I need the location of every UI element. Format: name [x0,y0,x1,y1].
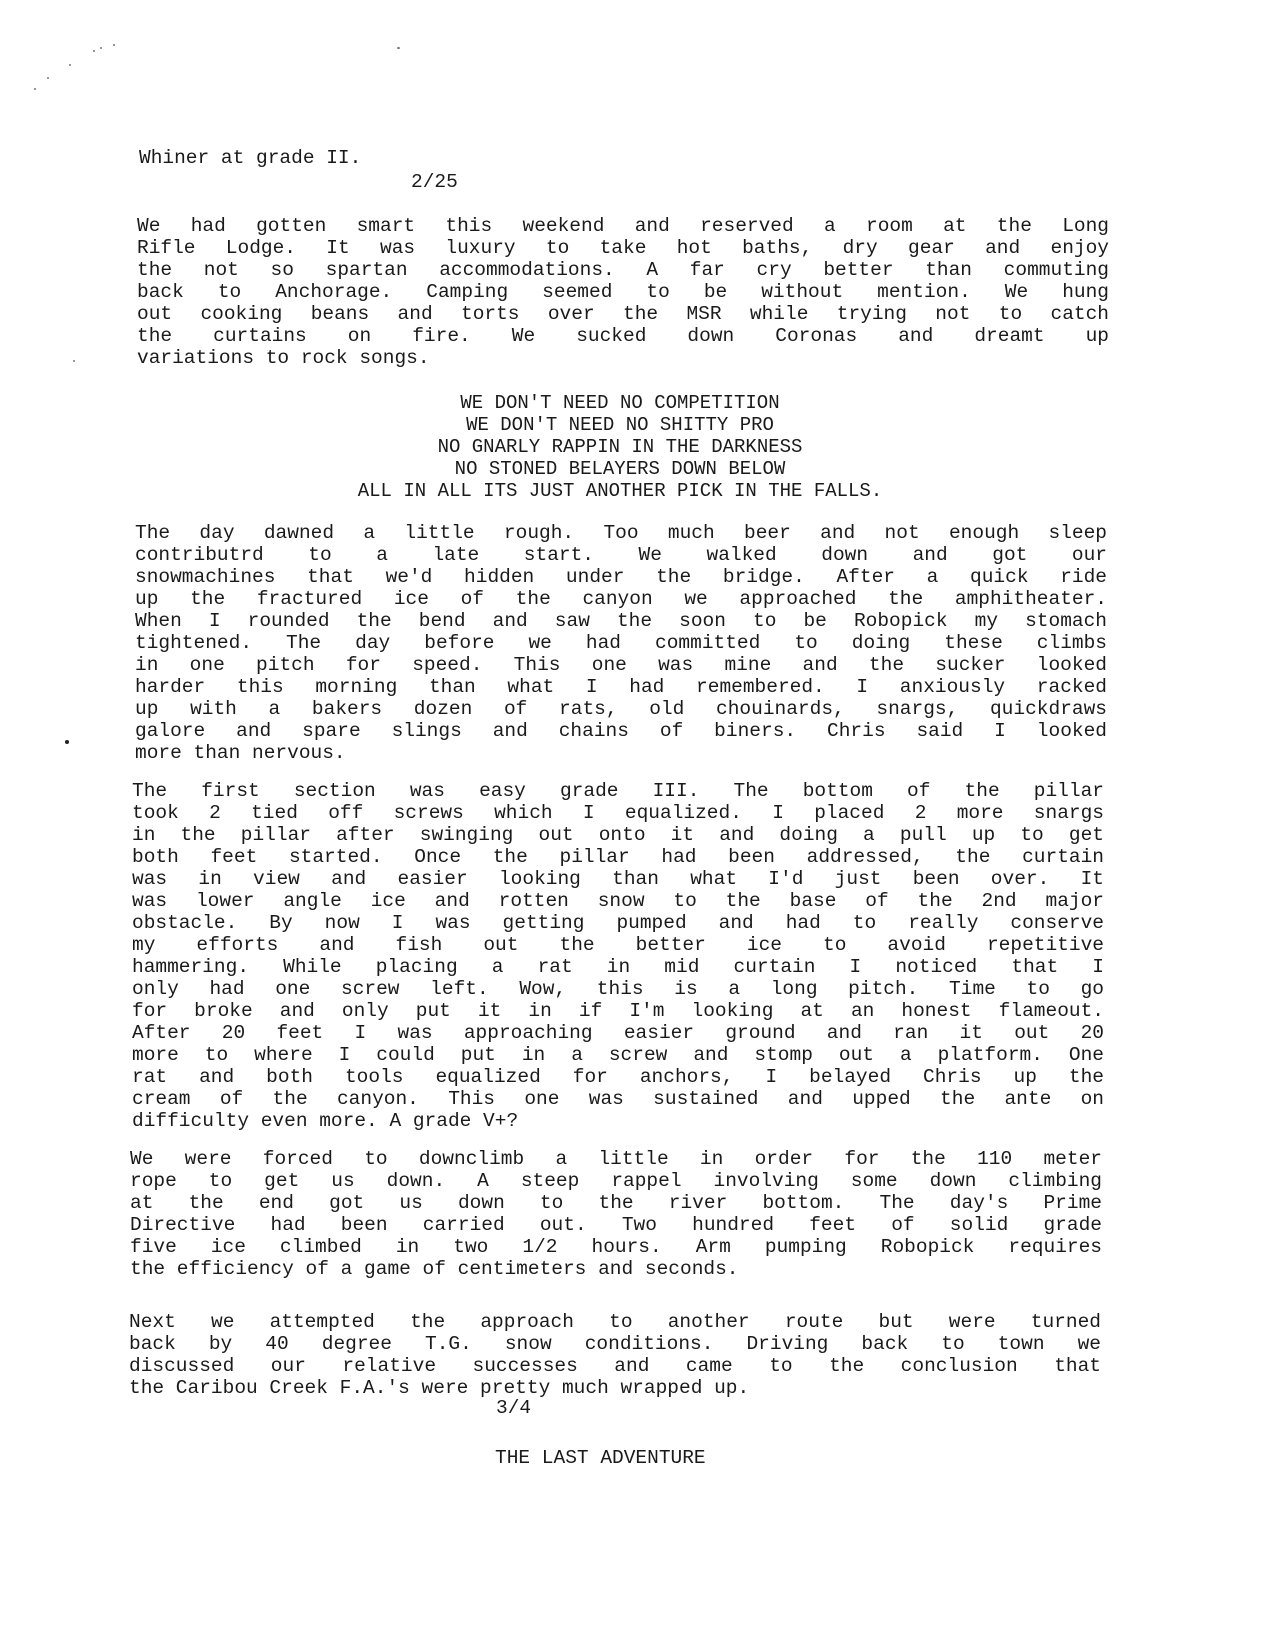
scan-speck [65,740,69,744]
text-line: After 20 feet I was approaching easier ground and ran it out 20 [132,1022,1104,1044]
text-line: We had gotten smart this weekend and reserved a room at the Long [137,215,1109,237]
text-line: snowmachines that we'd hidden under the bridge. After a quick ride [135,566,1107,588]
text-line: When I rounded the bend and saw the soon to be Robopick my stomach [135,610,1107,632]
text-line: both feet started. Once the pillar had been addressed, the curtain [132,846,1104,868]
text-line: the efficiency of a game of centimeters and seconds. [130,1258,739,1280]
text-line: back by 40 degree T.G. snow conditions. Driving back to town we [129,1333,1101,1355]
text-line: cream of the canyon. This one was sustained and upped the ante on [132,1088,1104,1110]
section-heading: THE LAST ADVENTURE [495,1447,706,1469]
text-line: rope to get us down. A steep rappel involving some down climbing [130,1170,1102,1192]
scan-speck [397,47,400,49]
text-line: was lower angle ice and rotten snow to the base of the 2nd major [132,890,1104,912]
text-line: in the pillar after swinging out onto it and doing a pull up to get [132,824,1104,846]
text-line: obstacle. By now I was getting pumped and had to really conserve [132,912,1104,934]
text-line: was in view and easier looking than what I'd just been over. It [132,868,1104,890]
date-marker: 3/4 [496,1397,532,1419]
scan-speck [93,50,95,52]
text-line: at the end got us down to the river bottom. The day's Prime [130,1192,1102,1214]
text-line: more to where I could put in a screw and stomp out a platform. One [132,1044,1104,1066]
verse-line: WE DON'T NEED NO COMPETITION [460,392,780,414]
text-line: Next we attempted the approach to another route but were turned [129,1311,1101,1333]
text-line: discussed our relative successes and came to the conclusion that [129,1355,1101,1377]
text-line: rat and both tools equalized for anchors, I belayed Chris up the [132,1066,1104,1088]
verse-line: NO STONED BELAYERS DOWN BELOW [454,458,786,480]
text-line: the Caribou Creek F.A.'s were pretty much wrapped up. [129,1377,750,1399]
text-line: up the fractured ice of the canyon we approached the amphitheater. [135,588,1107,610]
text-line: for broke and only put it in if I'm looking at an honest flameout. [132,1000,1104,1022]
text-line: difficulty even more. A grade V+? [132,1110,519,1132]
text-line: The day dawned a little rough. Too much beer and not enough sleep [135,522,1107,544]
verse-line: WE DON'T NEED NO SHITTY PRO [466,414,774,436]
text-line: in one pitch for speed. This one was mine and the sucker looked [135,654,1107,676]
date-marker: 2/25 [411,171,458,193]
text-line: We were forced to downclimb a little in order for the 110 meter [130,1148,1102,1170]
text-line: took 2 tied off screws which I equalized. I placed 2 more snargs [132,802,1104,824]
text-line: only had one screw left. Wow, this is a long pitch. Time to go [132,978,1104,1000]
text-line: more than nervous. [135,742,346,764]
text-line: The first section was easy grade III. The bottom of the pillar [132,780,1104,802]
text-line: my efforts and fish out the better ice to avoid repetitive [132,934,1104,956]
text-line: the not so spartan accommodations. A far cry better than commuting [137,259,1109,281]
scan-speck [69,64,71,66]
text-line: contributrd to a late start. We walked down and got our [135,544,1107,566]
verse-line: ALL IN ALL ITS JUST ANOTHER PICK IN THE FALLS. [357,480,883,502]
text-line: hammering. While placing a rat in mid curtain I noticed that I [132,956,1104,978]
text-line: out cooking beans and torts over the MSR while trying not to catch [137,303,1109,325]
text-line: variations to rock songs. [137,347,430,369]
scan-speck [34,88,36,90]
text-line: galore and spare slings and chains of biners. Chris said I looked [135,720,1107,742]
text-line: five ice climbed in two 1/2 hours. Arm pumping Robopick requires [130,1236,1102,1258]
text-line: Rifle Lodge. It was luxury to take hot baths, dry gear and enjoy [137,237,1109,259]
scan-speck [113,44,115,46]
scan-speck [100,47,102,49]
text-line: harder this morning than what I had remembered. I anxiously racked [135,676,1107,698]
heading-line: Whiner at grade II. [139,147,362,169]
text-line: the curtains on fire. We sucked down Coronas and dreamt up [137,325,1109,347]
verse-line: NO GNARLY RAPPIN IN THE DARKNESS [437,436,803,458]
text-line: back to Anchorage. Camping seemed to be without mention. We hung [137,281,1109,303]
scan-speck [47,77,49,79]
scan-speck [73,360,75,362]
text-line: tightened. The day before we had committed to doing these climbs [135,632,1107,654]
text-line: up with a bakers dozen of rats, old chouinards, snargs, quickdraws [135,698,1107,720]
text-line: Directive had been carried out. Two hundred feet of solid grade [130,1214,1102,1236]
verse-block [0,392,1240,502]
